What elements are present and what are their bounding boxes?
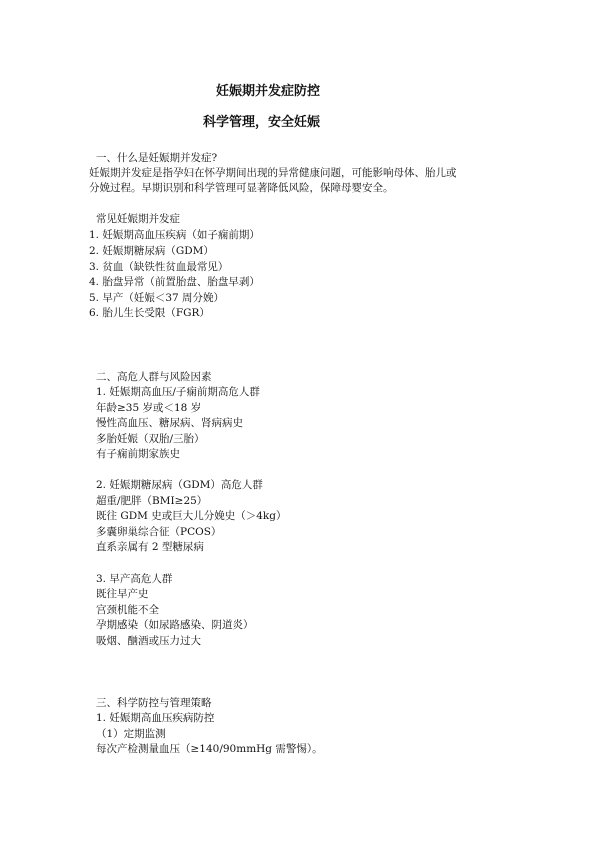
complications-list-title: 常见妊娠期并发症 [96, 213, 180, 225]
document-subtitle: 科学管理，安全妊娠 [203, 115, 321, 130]
risk-factor-item: 年龄≥35 岁或＜18 岁 [96, 402, 202, 414]
complication-item: 3. 贫血（缺铁性贫血最常见） [89, 261, 229, 273]
risk-factor-item: 孕期感染（如尿路感染、阴道炎） [96, 619, 254, 631]
section1-heading: 一、什么是妊娠期并发症? [96, 152, 218, 164]
risk-factor-item: 既往 GDM 史或巨大儿分娩史（＞4kg） [96, 510, 287, 522]
risk-group2-title: 2. 妊娠期糖尿病（GDM）高危人群 [96, 479, 263, 491]
risk-factor-item: 慢性高血压、糖尿病、肾病病史 [96, 417, 243, 429]
risk-factor-item: 宫颈机能不全 [96, 604, 159, 616]
complication-item: 1. 妊娠期高血压疾病（如子痫前期） [89, 229, 260, 241]
risk-group3-title: 3. 早产高危人群 [96, 573, 173, 585]
complication-item: 6. 胎儿生长受限（FGR） [89, 307, 210, 319]
strategy-subheading: 1. 妊娠期高血压疾病防控 [96, 712, 215, 724]
document-title: 妊娠期并发症防控 [216, 84, 321, 99]
section1-paragraph-line1: 妊娠期并发症是指孕妇在怀孕期间出现的异常健康问题，可能影响母体、胎儿或 [89, 167, 457, 179]
complication-item: 4. 胎盘异常（前置胎盘、胎盘早剥） [89, 276, 260, 288]
section2-heading: 二、高危人群与风险因素 [96, 371, 212, 383]
complication-item: 2. 妊娠期糖尿病（GDM） [89, 245, 214, 257]
risk-factor-item: 超重/肥胖（BMI≥25） [96, 495, 208, 507]
strategy-subheading-item: （1）定期监测 [96, 728, 166, 740]
risk-factor-item: 多囊卵巢综合征（PCOS） [96, 526, 222, 538]
complication-item: 5. 早产（妊娠＜37 周分娩） [89, 292, 225, 304]
risk-factor-item: 吸烟、酗酒或压力过大 [96, 635, 201, 647]
risk-factor-item: 有子痫前期家族史 [96, 448, 180, 460]
risk-factor-item: 既往早产史 [96, 588, 149, 600]
risk-factor-item: 多胎妊娠（双胎/三胎） [96, 433, 205, 445]
strategy-text: 每次产检测量血压（≥140/90mmHg 需警惕）。 [96, 743, 323, 755]
risk-factor-item: 直系亲属有 2 型糖尿病 [96, 541, 204, 553]
risk-group1-title: 1. 妊娠期高血压/子痫前期高危人群 [96, 386, 260, 398]
section3-heading: 三、科学防控与管理策略 [96, 697, 212, 709]
section1-paragraph-line2: 分娩过程。早期识别和科学管理可显著降低风险，保障母婴安全。 [89, 182, 394, 194]
